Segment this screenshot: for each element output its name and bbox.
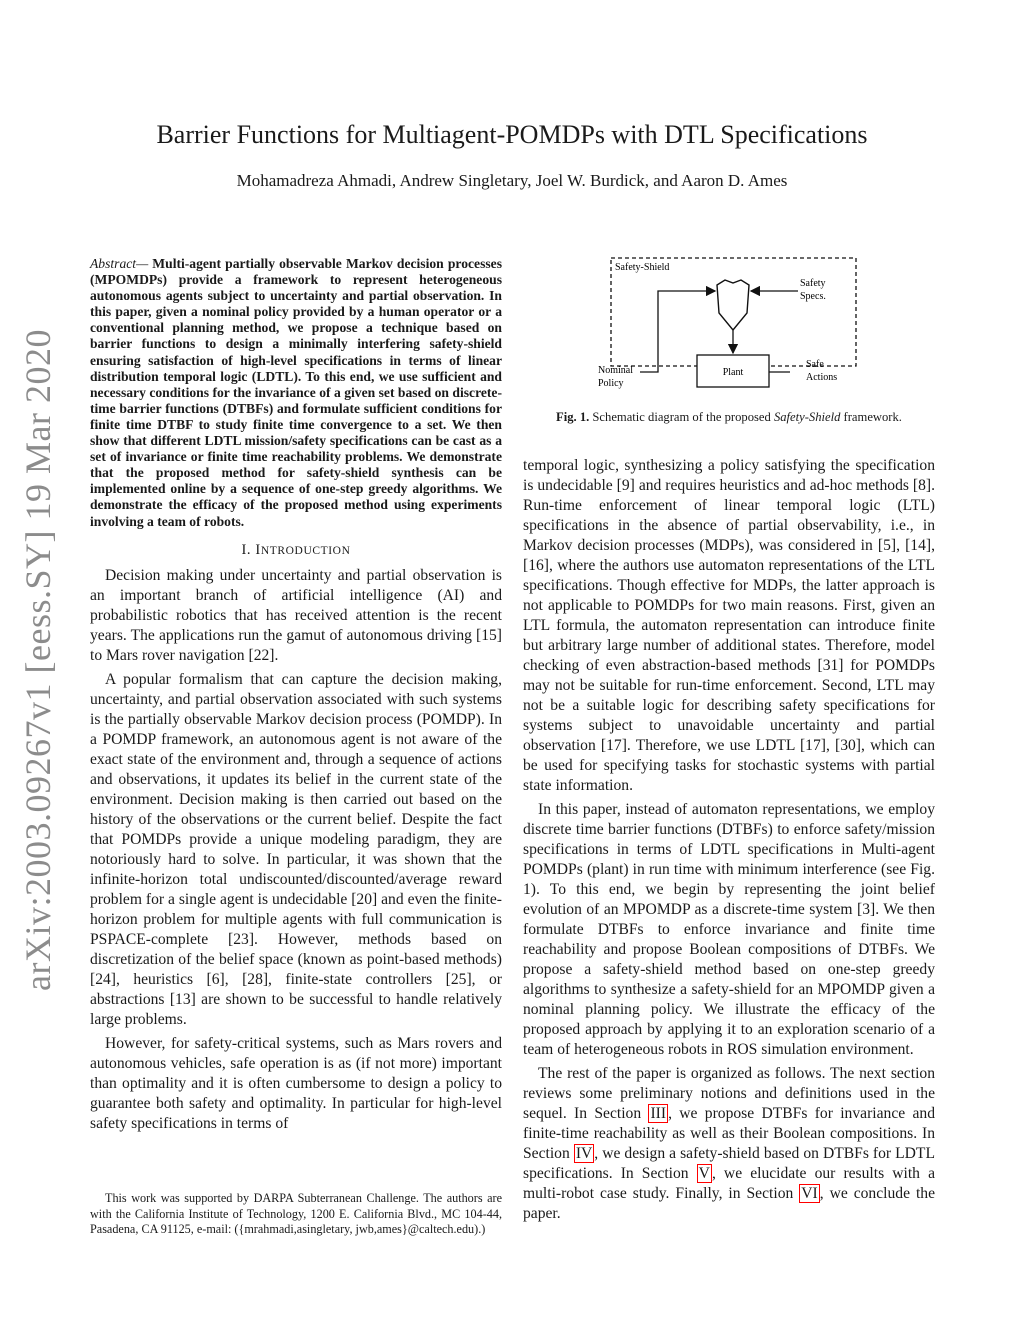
safety-shield-diagram: [590, 248, 870, 398]
paragraph: Decision making under uncertainty and partial observation is an important branch of artificial intelligence (AI) and probabilistic robotics that has received attention is the recent years. The applications run the gamut of autonomous driving [15] to Mars rover navigation [22].: [90, 566, 502, 664]
nominal-policy-label-2: Policy: [598, 378, 624, 389]
paragraph: In this paper, instead of automaton representations, we employ discrete time barrier functions (DTBFs) to enforce safety/mission specifications in terms of LDTL specifications in Multi-agent POMDPs (plant) in run time with minimum interference (see Fig. 1). To this end, we begin by representing the joint belief evolution of an MPOMDP as a discrete-time system [3]. We then formulate DTBFs to enforce invariance and finite time reachability and propose Boolean compositions of DTBFs. We propose a safety-shield method based on one-step greedy algorithms to synthesize a safety-shield for an MPOMDP given a nominal planning policy. We illustrate the efficacy of the proposed approach by applying it to an exploration scenario of a team of heterogeneous robots in ROS simulation environment.: [523, 801, 935, 1058]
left-column: [90, 256, 502, 1138]
paper-title: Barrier Functions for Multiagent-POMDPs with DTL Specifications: [156, 120, 868, 149]
paragraph-organization: The rest of the paper is organized as follows. The next section reviews some preliminary notions and definitions used in the sequel. In Section III , we propose DTBFs for invariance and finite-time reachability as well as their Boolean compositions. In Section IV , we design a safety-shield based on DTBFs for LDTL specifications. In Section V , we elucidate our results with a multi-robot case study. Finally, in Section VI , we conclude the paper.: [523, 1065, 935, 1222]
section-link-v[interactable]: V: [698, 1165, 710, 1182]
abstract-lead: Abstract—: [90, 256, 149, 271]
abstract: [90, 256, 502, 530]
shield-icon: [717, 280, 749, 330]
arxiv-side-stamp: [14, 329, 62, 991]
safe-actions-label-2: Actions: [806, 372, 838, 383]
section-link-iii[interactable]: III: [650, 1105, 667, 1122]
footnote: This work was supported by DARPA Subterranean Challenge. The authors are with the California Institute of Technology, 1200 E. California Blvd., MC 104-44, Pasadena, CA 91125, e-mail: ({mrahmadi,asingletary, jwb,ames}@caltech.edu).): [90, 1191, 502, 1237]
figure-1: [590, 248, 870, 398]
author-list: Mohamadreza Ahmadi, Andrew Singletary, Joel W. Burdick, and Aaron D. Ames: [236, 171, 788, 190]
figure-caption: Fig. 1. Schematic diagram of the proposed Safety-Shield framework.: [556, 410, 902, 424]
arxiv-identifier: arXiv:2003.09267v1 [eess.SY] 19 Mar 2020: [18, 329, 58, 991]
paragraph: temporal logic, synthesizing a policy satisfying the specification is undecidable [9] and requires heuristics and ad-hoc methods [8]. Run-time enforcement of linear temporal logic (LTL) specifications in the absence of partial observability, i.e., in Markov decision processes (MDPs), was considered in [5], [14], [16], where the authors use automaton representations of the LTL specifications. Though effective for MDPs, the latter approach is not applicable to POMDPs for two main reasons. First, given an LTL formula, the automaton representation can introduce finite but arbitrary large number of additional states. Therefore, model checking of even abstraction-based methods [31] for POMDPs may not be suitable for run-time enforcement. Second, LTL may not be a suitable logic for describing safety specifications for systems subject to unavoidable uncertainty and partial observation [17]. Therefore, we use LDTL [17], [30], which can be used for specifying tasks for stochastic systems with partial state information.: [523, 457, 935, 794]
section-heading-introduction: I. INTRODUCTION: [241, 541, 351, 558]
safety-specs-label-2: Specs.: [800, 291, 826, 302]
safe-actions-label-1: Safe: [806, 359, 824, 370]
section-link-iv[interactable]: IV: [575, 1145, 593, 1162]
nominal-policy-label-1: Nominal: [598, 365, 633, 376]
section-link-vi[interactable]: VI: [801, 1185, 818, 1202]
right-column: [523, 456, 935, 1228]
safety-shield-label: Safety-Shield: [615, 262, 670, 273]
abstract-text: Multi-agent partially observable Markov decision processes (MPOMDPs) provide a framework to represent heterogeneous autonomous agents subject to uncertainty and partial observation. In this paper, given a nominal policy provided by a human operator or a conventional planning method, we propose a technique based on barrier functions to design a minimally interfering safety-shield ensuring satisfaction of high-level specifications in terms of linear distribution temporal logic (LDTL). To this end, we use sufficient and necessary conditions for the invariance of a given set based on discrete-time barrier functions (DTBFs) and formulate sufficient conditions for finite time DTBF to study finite time convergence to a set. We then show that different LDTL mission/safety specifications can be cast as a set of invariance or finite time reachability problems. We demonstrate that the proposed method for safety-shield synthesis can be implemented online by a sequence of one-step greedy algorithms. We demonstrate the efficacy of the proposed method using experiments involving a team of robots.: [90, 256, 502, 529]
paragraph: However, for safety-critical systems, such as Mars rovers and autonomous vehicles, safe operation is as (if not more) important than optimality and it is often cumbersome to design a policy to guarantee both safety and optimality. In particular for high-level safety specifications in terms of: [90, 1034, 502, 1132]
paragraph: A popular formalism that can capture the decision making, uncertainty, and partial observation associated with such systems is the partially observable Markov decision process (POMDP). In a POMDP framework, an autonomous agent is not aware of the exact state of the environment and, through a sequence of actions and observations, it updates its belief in the current state of the environment. Decision making is then carried out based on the history of the observations or the current belief. Despite the fact that POMDPs provide a unique modeling paradigm, they are notoriously hard to solve. In particular, it was shown that the infinite-horizon total undiscounted/discounted/average reward problem for a single agent is undecidable [20] and even the finite-horizon problem for multiple agents with full communication is PSPACE-complete [23]. However, methods based on discretization of the belief space (known as point-based methods) [24], heuristics [6], [28], finite-state controllers [25], or abstractions [13] are shown to be successful to handle relatively large problems.: [90, 670, 502, 1028]
safety-specs-label-1: Safety: [800, 278, 826, 289]
plant-label: Plant: [722, 367, 744, 378]
